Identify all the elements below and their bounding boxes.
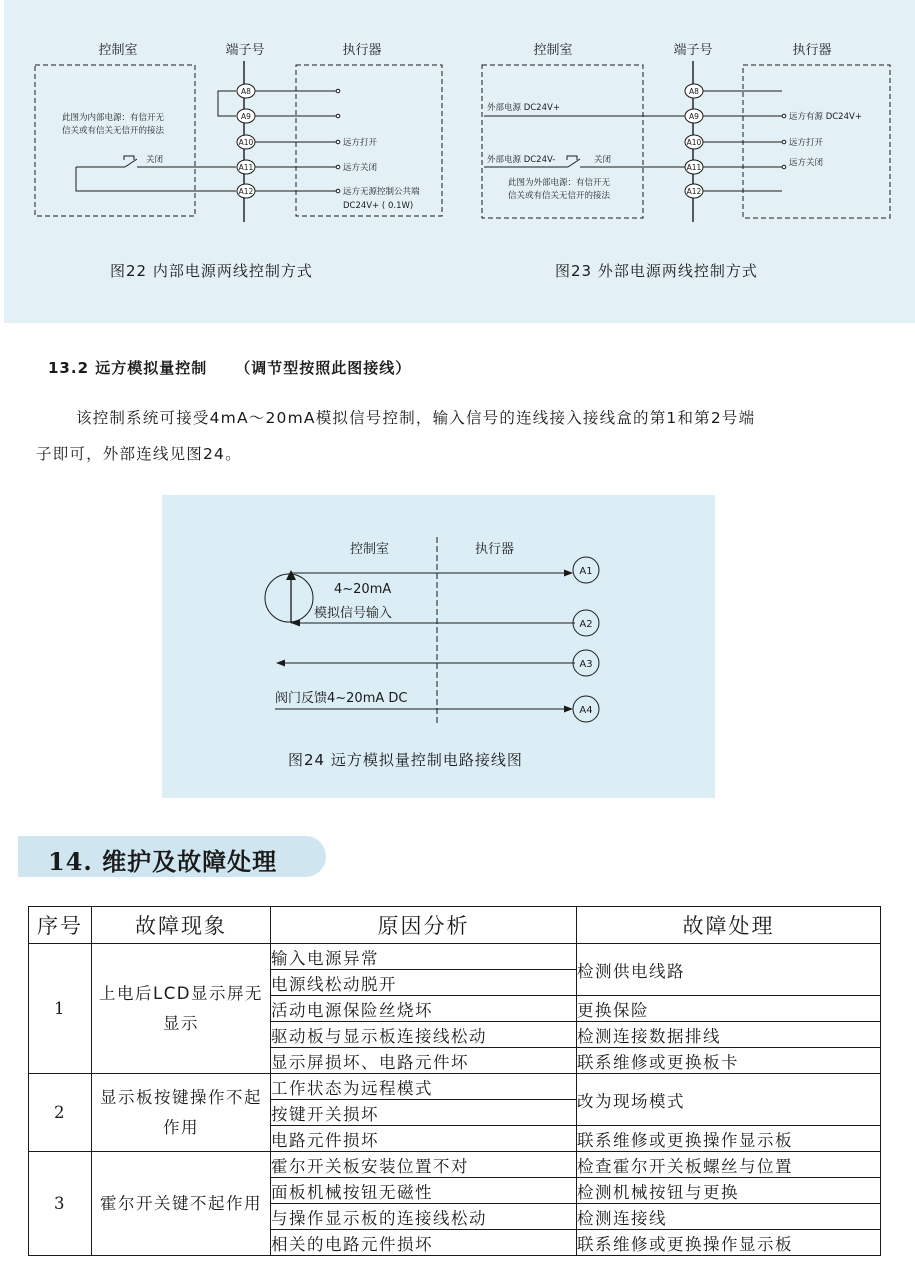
header-no: 序号 <box>29 907 92 944</box>
fault-cause: 面板机械按钮无磁性 <box>271 1178 577 1204</box>
f22-common-line1: 远方无源控制公共端 <box>343 187 420 197</box>
fault-fix: 检测连接数据排线 <box>577 1022 881 1048</box>
f23-note-line1: 此图为外部电源：有信开无 <box>508 178 611 188</box>
f22-common-line2: DC24V+ ( 0.1W) <box>343 201 414 211</box>
f23-terminal-a10: A10 <box>686 138 702 147</box>
f22-note-line1: 此图为内部电源：有信开无 <box>62 113 165 123</box>
fault-cause: 输入电源异常 <box>271 944 577 970</box>
fault-cause: 显示屏损坏、电路元件坏 <box>271 1048 577 1074</box>
header-fix: 故障处理 <box>577 907 881 944</box>
f22-note-line2: 信关或有信关无信开的接法 <box>62 126 165 136</box>
f23-ext-power-plus: 外部电源 DC24V+ <box>487 103 560 113</box>
table-row <box>29 1074 881 1100</box>
f23-switch-label: 关闭 <box>594 155 612 165</box>
figure-22-diagram <box>0 0 460 300</box>
row-number: 1 <box>29 944 92 1074</box>
fault-fix: 检测供电线路 <box>577 944 881 996</box>
f22-terminal-a12: A12 <box>238 187 254 196</box>
f23-terminal-a8: A8 <box>689 87 699 96</box>
section-paragraph <box>36 400 915 472</box>
fault-table <box>28 906 881 1256</box>
f23-terminal-a12: A12 <box>686 187 702 196</box>
f22-terminal-a8: A8 <box>241 87 251 96</box>
fault-fix: 联系维修或更换操作显示板 <box>577 1126 881 1152</box>
f24-feedback-label: 阀门反馈4~20mA DC <box>275 691 408 706</box>
fault-fix: 更换保险 <box>577 996 881 1022</box>
section-note: （调节型按照此图接线） <box>235 359 412 377</box>
fault-cause: 电源线松动脱开 <box>271 970 577 996</box>
table-row <box>29 944 881 970</box>
f24-actuator-label: 执行器 <box>475 542 515 557</box>
fault-cause: 驱动板与显示板连接线松动 <box>271 1022 577 1048</box>
row-number: 2 <box>29 1074 92 1152</box>
f23-ext-power-minus: 外部电源 DC24V- <box>487 155 556 165</box>
fault-cause: 相关的电路元件损坏 <box>271 1230 577 1256</box>
figure-23-diagram <box>460 0 915 300</box>
fault-fix: 检测机械按钮与更换 <box>577 1178 881 1204</box>
f24-signal-input: 模拟信号输入 <box>314 606 393 621</box>
f23-actuator-label: 执行器 <box>792 43 832 58</box>
fault-cause: 与操作显示板的连接线松动 <box>271 1204 577 1230</box>
figure-24-diagram <box>162 495 715 798</box>
f24-terminal-a2: A2 <box>579 619 593 630</box>
f24-terminal-a1: A1 <box>579 566 593 577</box>
figure-23-caption: 图23 外部电源两线控制方式 <box>555 262 758 280</box>
fault-cause: 电路元件损坏 <box>271 1126 577 1152</box>
f22-terminal-a9: A9 <box>241 112 251 121</box>
f24-terminal-a3: A3 <box>579 659 593 670</box>
f24-signal-range: 4~20mA <box>334 582 392 597</box>
paragraph-line-1: 该控制系统可接受4mA～20mA模拟信号控制，输入信号的连线接入接线盒的第1和第2号端 <box>76 409 756 427</box>
f22-control-room-label: 控制室 <box>98 43 138 58</box>
fault-symptom: 上电后LCD显示屏无显示 <box>92 944 271 1074</box>
section-title: 13.2 远方模拟量控制 <box>48 359 208 377</box>
fault-symptom: 显示板按键操作不起作用 <box>92 1074 271 1152</box>
f22-remote-close: 远方关闭 <box>343 163 378 173</box>
header-cause: 原因分析 <box>271 907 577 944</box>
f22-actuator-label: 执行器 <box>342 43 382 58</box>
section-heading <box>48 357 411 378</box>
f22-terminal-a10: A10 <box>238 138 254 147</box>
figure-22-caption: 图22 内部电源两线控制方式 <box>110 262 313 280</box>
f22-remote-open: 远方打开 <box>343 138 378 148</box>
fault-fix: 检查霍尔开关板螺丝与位置 <box>577 1152 881 1178</box>
header-symptom: 故障现象 <box>92 907 271 944</box>
f22-terminal-label: 端子号 <box>225 43 265 58</box>
fault-cause: 工作状态为远程模式 <box>271 1074 577 1100</box>
fault-fix: 联系维修或更换操作显示板 <box>577 1230 881 1256</box>
f23-remote-open: 远方打开 <box>789 138 824 148</box>
f23-control-room-label: 控制室 <box>533 43 573 58</box>
f23-note-line2: 信关或有信关无信开的接法 <box>508 191 611 201</box>
fault-fix: 联系维修或更换板卡 <box>577 1048 881 1074</box>
fault-cause: 按键开关损坏 <box>271 1100 577 1126</box>
f23-remote-source: 远方有源 DC24V+ <box>789 112 862 122</box>
fault-symptom: 霍尔开关键不起作用 <box>92 1152 271 1256</box>
fault-cause: 活动电源保险丝烧坏 <box>271 996 577 1022</box>
fault-fix: 检测连接线 <box>577 1204 881 1230</box>
f23-remote-close: 远方关闭 <box>789 158 824 168</box>
chapter-title: 14. 维护及故障处理 <box>48 847 278 876</box>
row-number: 3 <box>29 1152 92 1256</box>
f24-control-room-label: 控制室 <box>350 542 390 557</box>
f23-terminal-a9: A9 <box>689 112 699 121</box>
figure-24-caption: 图24 远方模拟量控制电路接线图 <box>288 751 523 769</box>
f22-terminal-a11: A11 <box>238 163 254 172</box>
f23-terminal-a11: A11 <box>686 163 702 172</box>
f22-switch-label: 关闭 <box>146 155 164 165</box>
f23-terminal-label: 端子号 <box>673 43 713 58</box>
table-header-row <box>29 907 881 944</box>
f24-terminal-a4: A4 <box>579 705 593 716</box>
fault-cause: 霍尔开关板安装位置不对 <box>271 1152 577 1178</box>
fault-fix: 改为现场模式 <box>577 1074 881 1126</box>
paragraph-line-2: 子即可，外部连线见图24。 <box>36 445 242 463</box>
table-row <box>29 1152 881 1178</box>
